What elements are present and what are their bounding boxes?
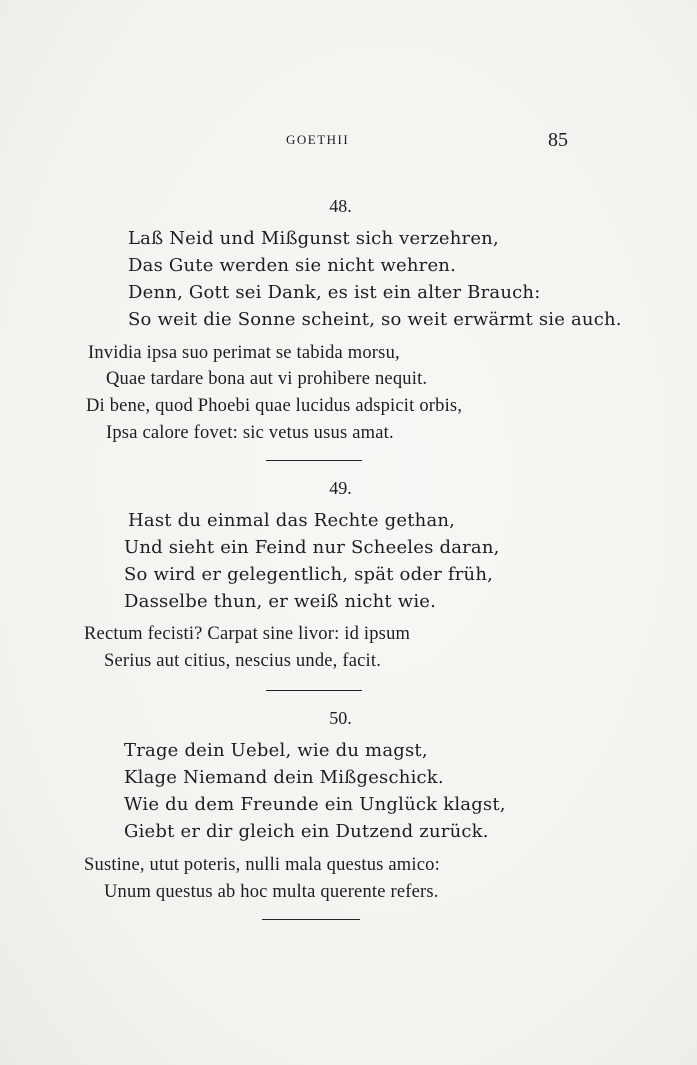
german-verse-line: Hast du einmal das Rechte gethan, bbox=[128, 510, 456, 531]
german-verse-line: Wie du dem Freunde ein Unglück klagst, bbox=[124, 794, 506, 815]
german-verse-line: Laß Neid und Mißgunst sich verzehren, bbox=[128, 228, 499, 249]
section-rule bbox=[266, 460, 362, 461]
german-verse-line: So weit die Sonne scheint, so weit erwärmt sie auch. bbox=[128, 309, 622, 330]
section-rule bbox=[262, 919, 360, 920]
page-number: 85 bbox=[548, 129, 568, 151]
section-rule bbox=[266, 690, 362, 691]
german-verse-line: Giebt er dir gleich ein Dutzend zurück. bbox=[124, 821, 489, 842]
german-verse-line: Und sieht ein Feind nur Scheeles daran, bbox=[124, 537, 500, 558]
german-verse-line: Trage dein Uebel, wie du magst, bbox=[124, 740, 428, 761]
latin-verse-line: Serius aut citius, nescius unde, facit. bbox=[104, 651, 382, 671]
latin-verse-line: Ipsa calore fovet: sic vetus usus amat. bbox=[106, 423, 394, 443]
latin-verse-line: Sustine, utut poteris, nulli mala questus amico: bbox=[84, 855, 440, 875]
latin-verse-line: Di bene, quod Phoebi quae lucidus adspicit orbis, bbox=[86, 396, 463, 416]
running-title: GOETHII bbox=[286, 132, 350, 147]
german-verse-line: So wird er gelegentlich, spät oder früh, bbox=[124, 564, 494, 585]
latin-verse-line: Unum questus ab hoc multa querente refers. bbox=[104, 882, 439, 902]
german-verse-line: Klage Niemand dein Mißgeschick. bbox=[124, 767, 444, 788]
latin-verse-line: Invidia ipsa suo perimat se tabida morsu, bbox=[88, 343, 400, 363]
poem-number: 48. bbox=[329, 196, 352, 216]
german-verse-line: Dasselbe thun, er weiß nicht wie. bbox=[124, 591, 437, 612]
running-head bbox=[0, 129, 697, 156]
german-verse-line: Das Gute werden sie nicht wehren. bbox=[128, 255, 457, 276]
german-verse-line: Denn, Gott sei Dank, es ist ein alter Brauch: bbox=[128, 282, 541, 303]
latin-verse-line: Rectum fecisti? Carpat sine livor: id ipsum bbox=[84, 624, 411, 644]
poem-number: 49. bbox=[329, 478, 352, 498]
latin-verse-line: Quae tardare bona aut vi prohibere nequit. bbox=[106, 369, 428, 389]
poem-number: 50. bbox=[329, 708, 352, 728]
